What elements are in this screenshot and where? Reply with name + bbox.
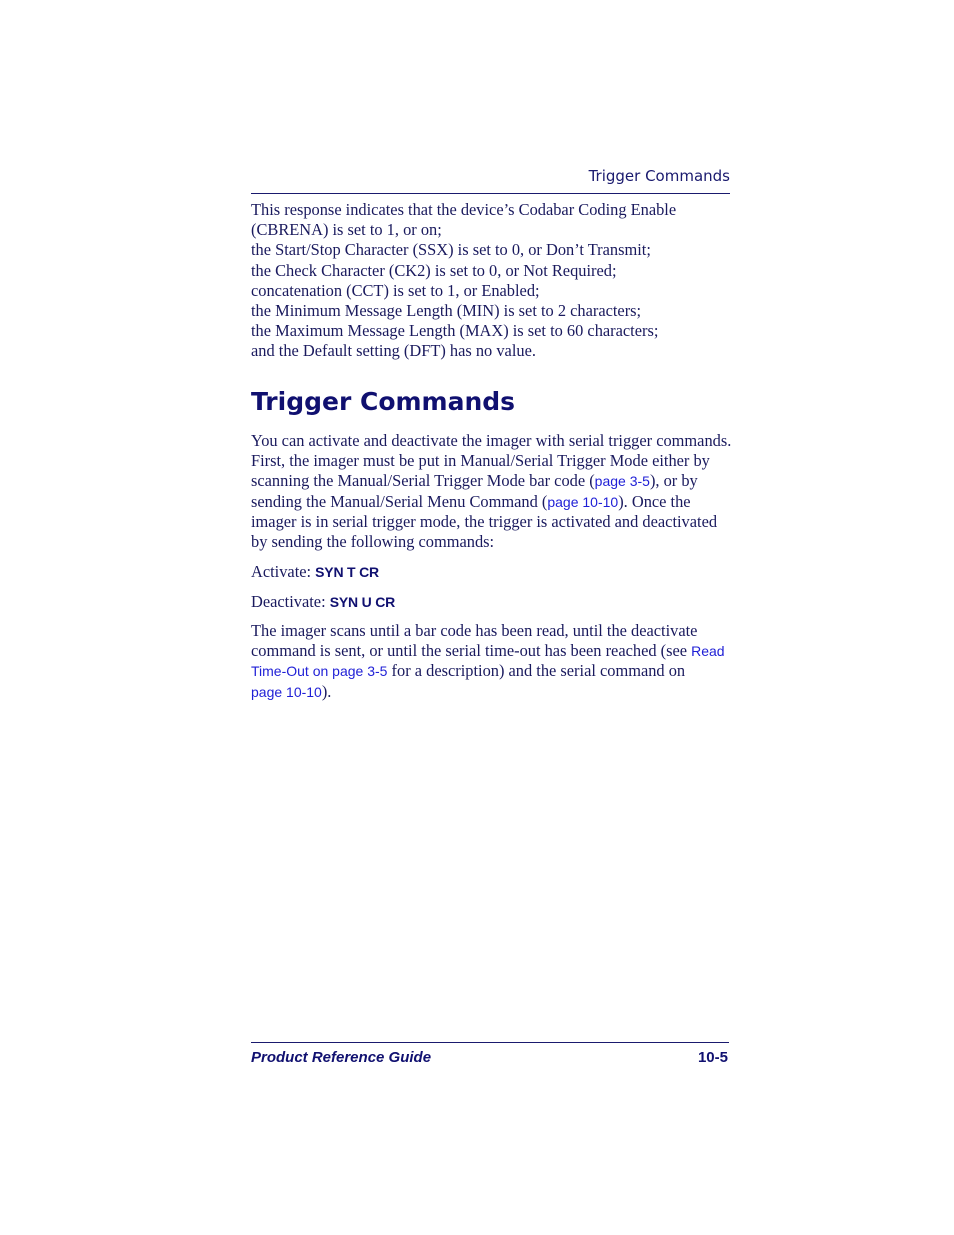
intro-line: the Maximum Message Length (MAX) is set to 60 characters; [251, 321, 659, 341]
read-timeout-link[interactable]: Time-Out on page 3-5 [251, 663, 388, 680]
paragraph-text: for a description) and the serial command on [387, 661, 686, 681]
intro-line: the Start/Stop Character (SSX) is set to 0, or Don’t Transmit; [251, 240, 651, 260]
activate-command [251, 562, 379, 582]
trigger-intro-paragraph [251, 431, 731, 552]
paragraph-line: You can activate and deactivate the imager with serial trigger commands. [251, 431, 732, 450]
footer-guide-title: Product Reference Guide [251, 1049, 432, 1066]
intro-line: (CBRENA) is set to 1, or on; [251, 220, 442, 240]
paragraph-line: The imager scans until a bar code has been read, until the deactivate [251, 621, 698, 640]
read-timeout-link[interactable]: Read [691, 643, 725, 660]
intro-line: concatenation (CCT) is set to 1, or Enabled; [251, 280, 540, 300]
paragraph-line [251, 641, 731, 661]
paragraph-text: ). Once the [618, 491, 691, 511]
paragraph-text: ). [321, 681, 332, 701]
scan-behavior-paragraph [251, 621, 731, 702]
paragraph-line [251, 661, 731, 681]
page-3-5-link[interactable]: page 3-5 [594, 473, 650, 490]
page-10-10-link[interactable]: page 10-10 [547, 493, 619, 510]
paragraph-text: ), or by [649, 471, 698, 491]
header-rule [251, 193, 730, 194]
page-10-10-link[interactable]: page 10-10 [251, 683, 322, 700]
deactivate-label: Deactivate: [251, 592, 330, 611]
paragraph-line [251, 471, 731, 491]
paragraph-text: sending the Manual/Serial Menu Command ( [251, 491, 548, 511]
paragraph-text: scanning the Manual/Serial Trigger Mode bar code ( [251, 471, 595, 491]
paragraph-line: First, the imager must be put in Manual/Serial Trigger Mode either by [251, 451, 710, 471]
paragraph-line: imager is in serial trigger mode, the trigger is activated and deactivated [251, 511, 718, 531]
footer-page-number: 10-5 [697, 1049, 728, 1066]
intro-line: and the Default setting (DFT) has no value. [251, 341, 536, 361]
intro-line: This response indicates that the device’s Codabar Coding Enable [251, 200, 677, 219]
footer-rule [251, 1042, 729, 1043]
activate-code: SYN T CR [315, 564, 379, 580]
intro-line: the Minimum Message Length (MIN) is set to 2 characters; [251, 301, 642, 321]
section-title: Trigger Commands [251, 387, 516, 416]
intro-paragraph [251, 200, 731, 362]
paragraph-line: by sending the following commands: [251, 532, 495, 552]
intro-line: the Check Character (CK2) is set to 0, or Not Required; [251, 260, 617, 280]
deactivate-code: SYN U CR [329, 594, 396, 610]
paragraph-text: command is sent, or until the serial time-out has been reached (see [251, 641, 692, 661]
activate-label: Activate: [251, 562, 316, 581]
paragraph-line [251, 682, 731, 702]
deactivate-command [251, 592, 395, 612]
paragraph-line [251, 492, 731, 512]
running-header: Trigger Commands [588, 167, 730, 185]
